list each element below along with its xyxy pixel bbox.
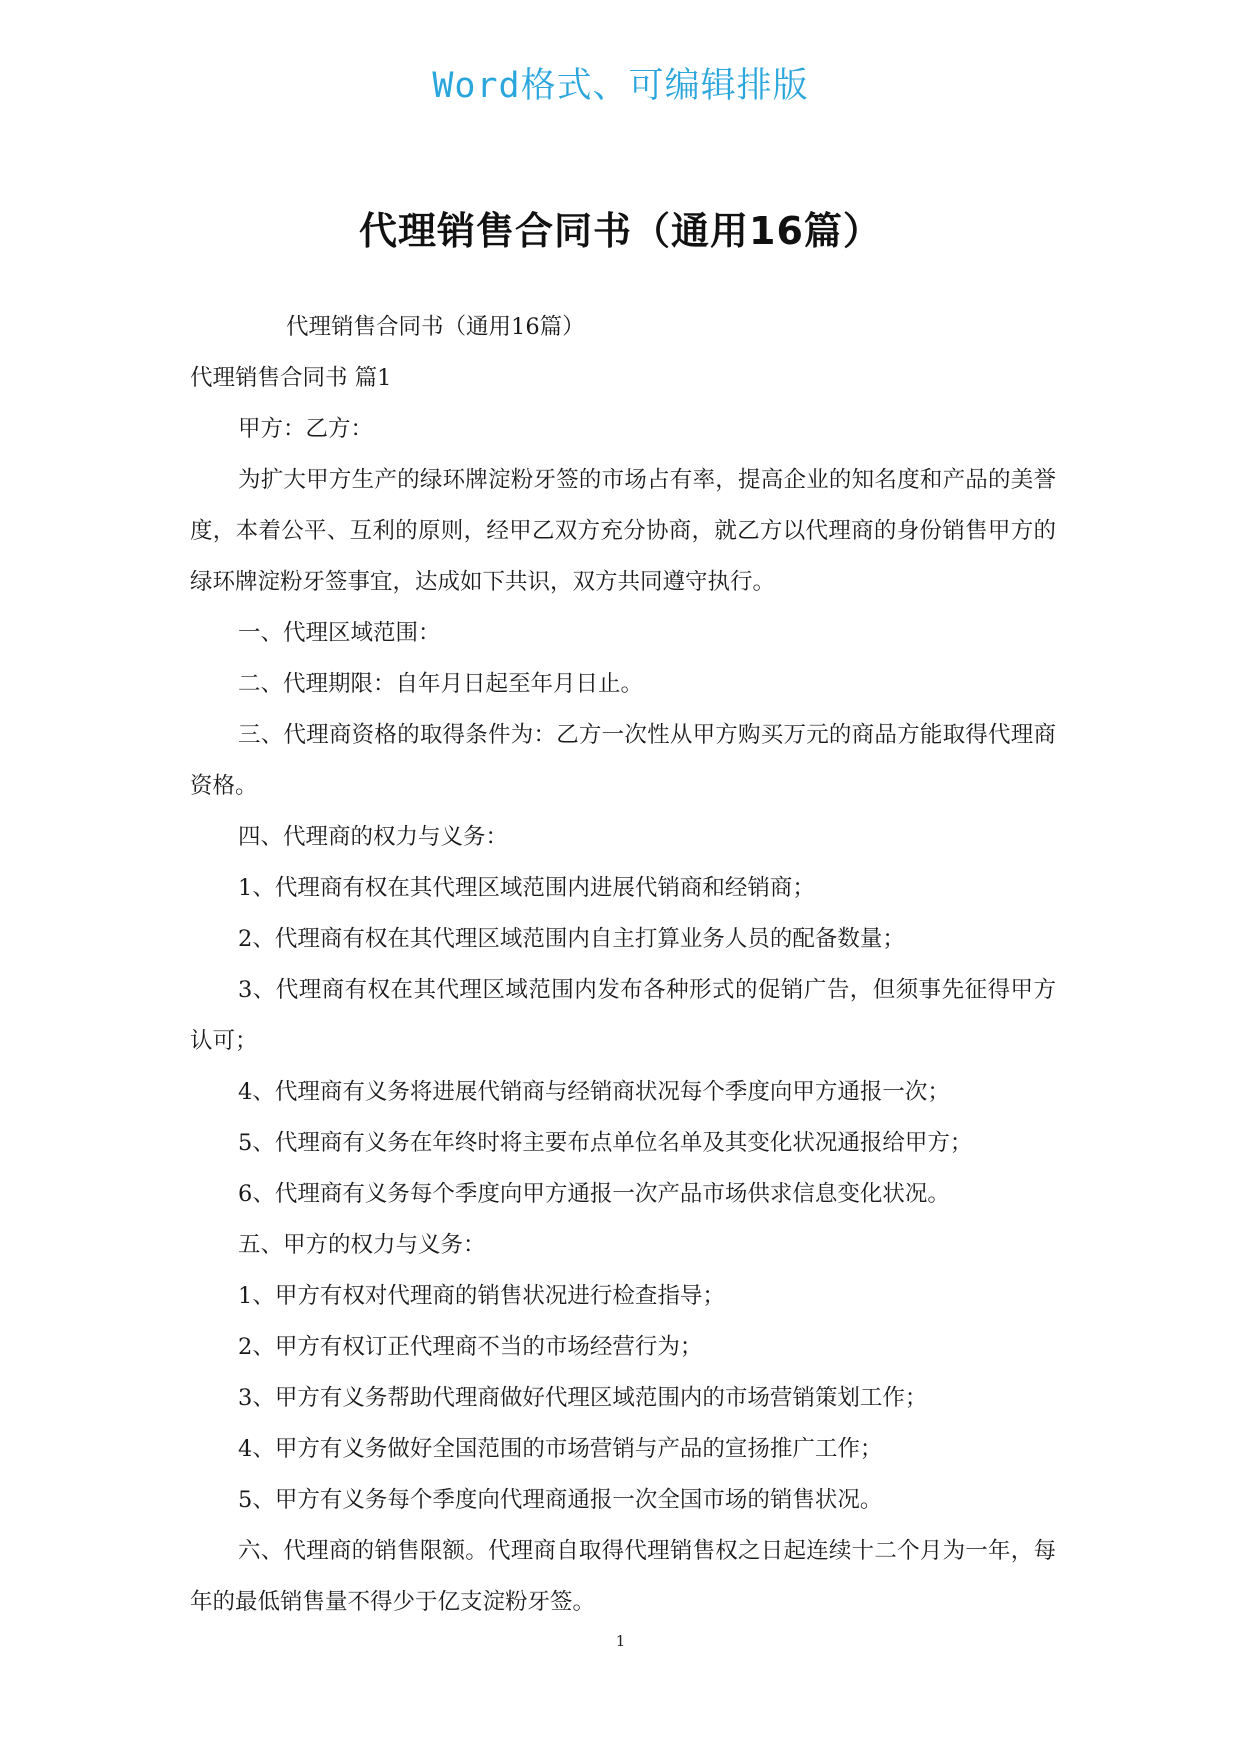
clause-5-item-1: 1、甲方有权对代理商的销售状况进行检查指导； bbox=[238, 1283, 725, 1309]
document-title: 代理销售合同书（通用16篇） bbox=[359, 209, 882, 253]
document-body bbox=[190, 302, 1056, 1628]
subtitle-paragraph: 代理销售合同书（通用16篇） bbox=[286, 314, 585, 340]
clause-5-item-4: 4、甲方有义务做好全国范围的市场营销与产品的宣扬推广工作； bbox=[238, 1436, 883, 1462]
clause-6: 六、代理商的销售限额。代理商自取得代理销售权之日起连续十二个月为一年，每年的最低销售量不得少于亿支淀粉牙签。 bbox=[190, 1538, 1056, 1615]
clause-4-item-2: 2、代理商有权在其代理区域范围内自主打算业务人员的配备数量； bbox=[238, 926, 905, 952]
clause-1: 一、代理区域范围： bbox=[238, 620, 441, 646]
banner-header: Word格式、可编辑排版 bbox=[432, 66, 809, 106]
parties-line: 甲方：乙方： bbox=[238, 416, 374, 442]
clause-5-item-5: 5、甲方有义务每个季度向代理商通报一次全国市场的销售状况。 bbox=[238, 1487, 883, 1513]
clause-4-item-1: 1、代理商有权在其代理区域范围内进展代销商和经销商； bbox=[238, 875, 815, 901]
section-heading: 代理销售合同书 篇1 bbox=[190, 365, 392, 391]
clause-5-item-2: 2、甲方有权订正代理商不当的市场经营行为； bbox=[238, 1334, 703, 1360]
clause-5: 五、甲方的权力与义务： bbox=[238, 1232, 486, 1258]
page-number: 1 bbox=[615, 1632, 626, 1650]
clause-5-item-3: 3、甲方有义务帮助代理商做好代理区域范围内的市场营销策划工作； bbox=[238, 1385, 928, 1411]
clause-2: 二、代理期限：自年月日起至年月日止。 bbox=[238, 671, 644, 697]
clause-4-item-6: 6、代理商有义务每个季度向甲方通报一次产品市场供求信息变化状况。 bbox=[238, 1181, 950, 1207]
clause-4-item-5: 5、代理商有义务在年终时将主要布点单位名单及其变化状况通报给甲方； bbox=[238, 1130, 973, 1156]
clause-4-item-3: 3、代理商有权在其代理区域范围内发布各种形式的促销广告，但须事先征得甲方认可； bbox=[190, 977, 1056, 1054]
clause-3: 三、代理商资格的取得条件为：乙方一次性从甲方购买万元的商品方能取得代理商资格。 bbox=[190, 722, 1056, 799]
preamble-paragraph: 为扩大甲方生产的绿环牌淀粉牙签的市场占有率，提高企业的知名度和产品的美誉度，本着公平、互利的原则，经甲乙双方充分协商，就乙方以代理商的身份销售甲方的绿环牌淀粉牙签事宜，达成如下共识，双方共同遵守执行。 bbox=[190, 467, 1056, 595]
clause-4-item-4: 4、代理商有义务将进展代销商与经销商状况每个季度向甲方通报一次； bbox=[238, 1079, 950, 1105]
clause-4: 四、代理商的权力与义务： bbox=[238, 824, 509, 850]
